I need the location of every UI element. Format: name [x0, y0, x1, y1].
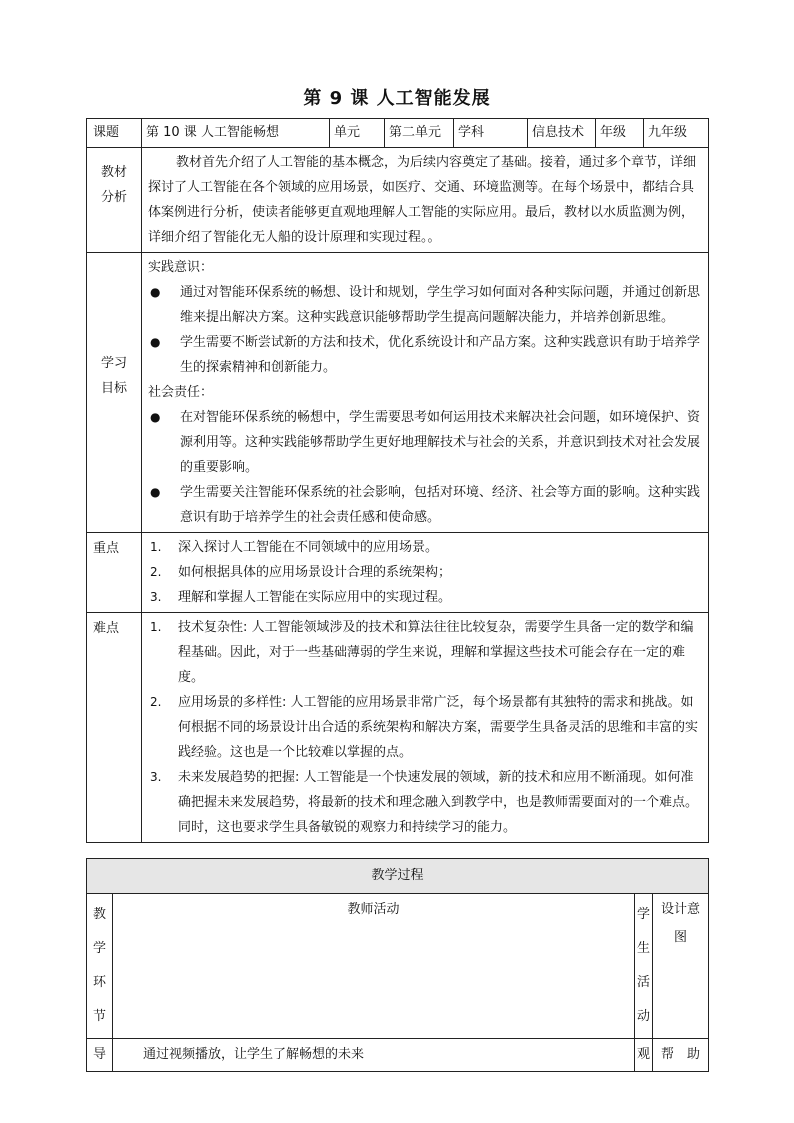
key-point-1: 深入探讨人工智能在不同领域中的应用场景。 — [178, 540, 439, 555]
design-intent-cell: 帮 助 — [653, 1039, 709, 1072]
table-row — [87, 1039, 709, 1072]
analysis-row — [87, 148, 709, 253]
responsibility-title: 社会责任： — [148, 385, 214, 400]
stage-cell: 导 — [87, 1039, 113, 1072]
list-item — [148, 765, 702, 840]
item-number: 3. — [150, 770, 162, 784]
item-number: 2. — [150, 695, 162, 709]
process-header: 教学过程 — [87, 859, 709, 894]
design-intent-header — [653, 894, 709, 1039]
stage-header — [87, 894, 113, 1039]
goals-content — [142, 253, 709, 533]
item-number: 3. — [150, 590, 162, 604]
bullet-icon: ● — [150, 410, 161, 424]
grade-value: 九年级 — [644, 119, 709, 148]
subject-label: 学科 — [454, 119, 528, 148]
difficulties-row — [87, 613, 709, 843]
teacher-activity-cell: 通过视频播放，让学生了解畅想的未来 — [113, 1039, 635, 1072]
lesson-plan-table — [86, 118, 709, 843]
practice-title: 实践意识： — [148, 260, 214, 275]
grade-label: 年级 — [596, 119, 644, 148]
student-char: 活 — [636, 975, 650, 990]
bullet-icon: ● — [150, 485, 161, 499]
key-point-3: 理解和掌握人工智能在实际应用中的实现过程。 — [178, 590, 452, 605]
list-item — [148, 280, 702, 330]
responsibility-item-2: 学生需要关注智能环保系统的社会影响，包括对环境、经济、社会等方面的影响。这种实践意识有助于培养学生的社会责任感和使命感。 — [180, 485, 701, 525]
goals-label-line2: 目标 — [100, 381, 127, 396]
bullet-icon: ● — [150, 285, 161, 299]
page-title: 第 9 课 人工智能发展 — [303, 88, 491, 109]
student-char: 生 — [636, 941, 650, 956]
list-item — [148, 330, 702, 380]
design-intent-line1: 设计意 — [661, 902, 701, 917]
analysis-label-line1: 教材 — [100, 165, 127, 180]
list-item — [148, 615, 702, 690]
goals-row — [87, 253, 709, 533]
header-row — [87, 119, 709, 148]
topic-value: 第 10 课 人工智能畅想 — [142, 119, 330, 148]
subject-value: 信息技术 — [528, 119, 596, 148]
item-number: 2. — [150, 565, 162, 579]
teacher-activity-header: 教师活动 — [113, 894, 635, 1039]
bullet-icon: ● — [150, 335, 161, 349]
process-column-headers — [87, 894, 709, 1039]
student-activity-cell: 观 — [635, 1039, 653, 1072]
analysis-label — [87, 148, 142, 253]
practice-item-2: 学生需要不断尝试新的方法和技术，优化系统设计和产品方案。这种实践意识有助于培养学生的探索精神和创新能力。 — [180, 335, 701, 375]
student-activity-header — [635, 894, 653, 1039]
difficulty-1: 技术复杂性: 人工智能领域涉及的技术和算法往往比较复杂，需要学生具备一定的数学和编程基础。因此，对于一些基础薄弱的学生来说，理解和掌握这些技术可能会存在一定的难度。 — [178, 620, 694, 685]
analysis-label-line2: 分析 — [100, 190, 127, 205]
topic-label: 课题 — [87, 119, 142, 148]
goals-label-line1: 学习 — [100, 356, 127, 371]
design-intent-line2: 图 — [674, 930, 688, 945]
student-char: 动 — [636, 1009, 650, 1024]
list-item — [148, 690, 702, 765]
list-item — [148, 585, 702, 610]
stage-char: 节 — [92, 1009, 106, 1024]
stage-char: 环 — [92, 975, 106, 990]
difficulties-label: 难点 — [87, 613, 142, 843]
unit-label: 单元 — [330, 119, 385, 148]
teaching-process-table — [86, 858, 709, 1072]
difficulty-3: 未来发展趋势的把握: 人工智能是一个快速发展的领域，新的技术和应用不断涌现。如何准确把握未来发展趋势，将最新的技术和理念融入到教学中，也是教师需要面对的一个难点。同时，这也要求学生具备敏锐的观察力和持续学习的能力。 — [178, 770, 699, 835]
difficulty-2: 应用场景的多样性: 人工智能的应用场景非常广泛，每个场景都有其独特的需求和挑战。如何根据不同的场景设计出合适的系统架构和解决方案，需要学生具备灵活的思维和丰富的实践经验。这也是一个比较难以掌握的点。 — [178, 695, 699, 760]
item-number: 1. — [150, 620, 162, 634]
analysis-text: 教材首先介绍了人工智能的基本概念，为后续内容奠定了基础。接着，通过多个章节，详细探讨了人工智能在各个领域的应用场景，如医疗、交通、环境监测等。在每个场景中，都结合具体案例进行分析，使读者能够更直观地理解人工智能的实际应用。最后，教材以水质监测为例，详细介绍了智能化无人船的设计原理和实现过程。。 — [142, 148, 709, 253]
list-item — [148, 405, 702, 480]
key-points-content — [142, 533, 709, 613]
unit-value: 第二单元 — [385, 119, 454, 148]
responsibility-item-1: 在对智能环保系统的畅想中，学生需要思考如何运用技术来解决社会问题，如环境保护、资源利用等。这种实践能够帮助学生更好地理解技术与社会的关系，并意识到技术对社会发展的重要影响。 — [180, 410, 701, 475]
list-item — [148, 480, 702, 530]
item-number: 1. — [150, 540, 162, 554]
practice-item-1: 通过对智能环保系统的畅想、设计和规划，学生学习如何面对各种实际问题，并通过创新思维来提出解决方案。这种实践意识能够帮助学生提高问题解决能力，并培养创新思维。 — [180, 285, 701, 325]
stage-char: 学 — [92, 941, 106, 956]
goals-label — [87, 253, 142, 533]
key-point-2: 如何根据具体的应用场景设计合理的系统架构； — [178, 565, 452, 580]
list-item — [148, 535, 702, 560]
list-item — [148, 560, 702, 585]
key-points-row — [87, 533, 709, 613]
stage-char: 教 — [92, 907, 106, 922]
student-char: 学 — [636, 907, 650, 922]
key-points-label: 重点 — [87, 533, 142, 613]
difficulties-content — [142, 613, 709, 843]
